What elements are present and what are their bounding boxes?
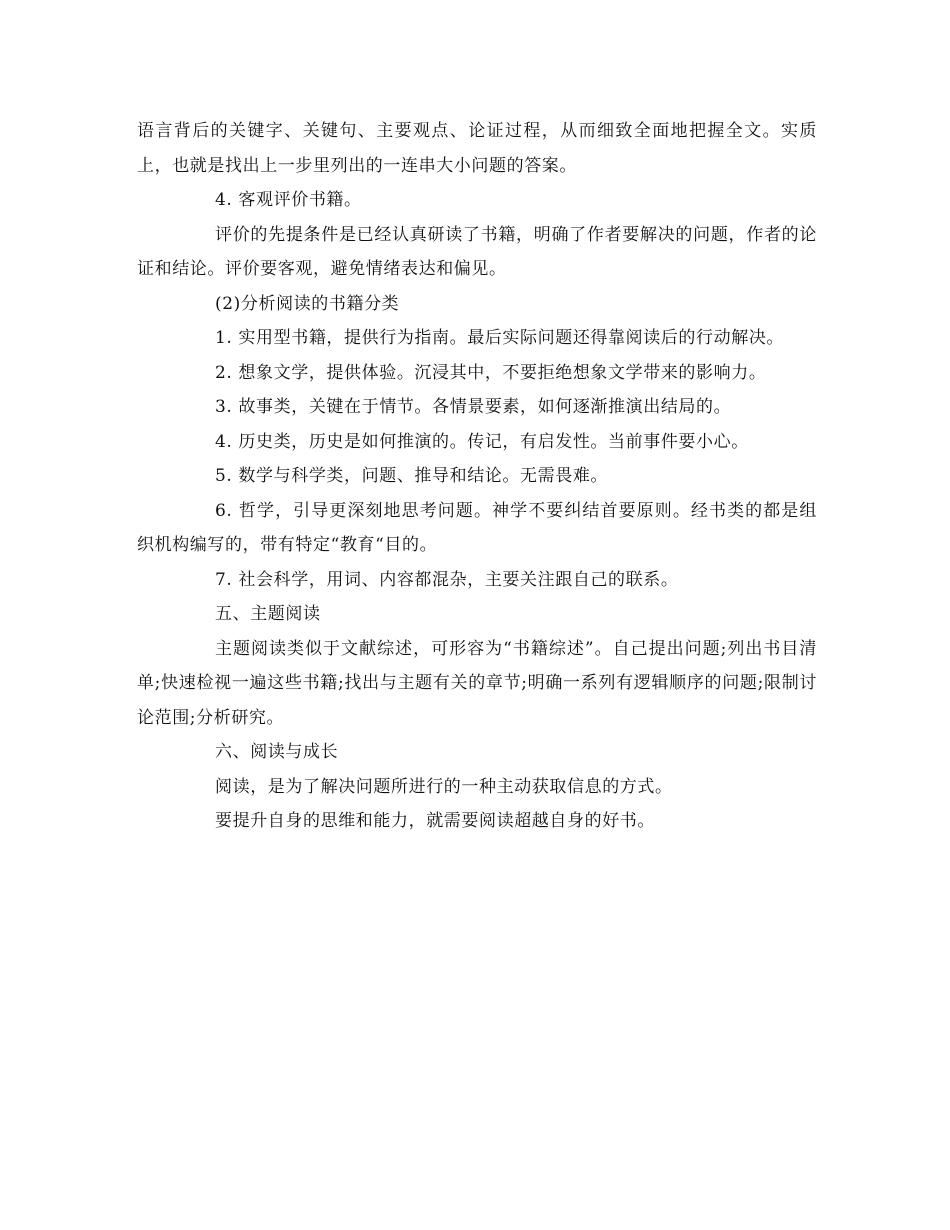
paragraph-reading-definition: 阅读，是为了解决问题所进行的一种主动获取信息的方式。 — [215, 776, 673, 797]
section-heading-classification: (2)分析阅读的书籍分类 — [215, 293, 400, 314]
list-item-math-science: 5. 数学与科学类，问题、推导和结论。无需畏难。 — [215, 466, 609, 486]
paragraph-continuation: 语言背后的关键字、关键句、主要观点、论证过程，从而细致全面地把握全文。实质上，也就是找出上一步里列出的一连串大小问题的答案。 — [137, 121, 817, 176]
list-item-social-science: 7. 社会科学，用词、内容都混杂，主要关注跟自己的联系。 — [215, 569, 679, 590]
list-item-practical: 1. 实用型书籍，提供行为指南。最后实际问题还得靠阅读后的行动解决。 — [215, 328, 785, 348]
paragraph-theme-reading: 主题阅读类似于文献综述，可形容为“书籍综述”。自己提出问题;列出书目清单;快速检视一遍这些书籍;找出与主题有关的章节;明确一系列有逻辑顺序的问题;限制讨论范围;分析研究。 — [137, 638, 817, 728]
section-heading-reading-growth: 六、阅读与成长 — [215, 742, 339, 762]
list-item-story: 3. 故事类，关键在于情节。各情景要素，如何逐渐推演出结局的。 — [215, 397, 732, 417]
paragraph-evaluation: 评价的先提条件是已经认真研读了书籍，明确了作者要解决的问题，作者的论证和结论。评价要客观，避免情绪表达和偏见。 — [137, 224, 817, 279]
paragraph-reading-growth: 要提升自身的思维和能力，就需要阅读超越自身的好书。 — [215, 811, 655, 831]
paragraph-item-4-heading: 4. 客观评价书籍。 — [215, 190, 362, 210]
section-heading-theme-reading: 五、主题阅读 — [215, 604, 321, 624]
list-item-imaginative: 2. 想象文学，提供体验。沉浸其中，不要拒绝想象文学带来的影响力。 — [215, 362, 767, 383]
list-item-philosophy: 6. 哲学，引导更深刻地思考问题。神学不要纠结首要原则。经书类的都是组织机构编写的，带有特定“教育“目的。 — [137, 500, 817, 555]
document-body — [137, 114, 817, 839]
list-item-history: 4. 历史类，历史是如何推演的。传记，有启发性。当前事件要小心。 — [215, 431, 749, 452]
